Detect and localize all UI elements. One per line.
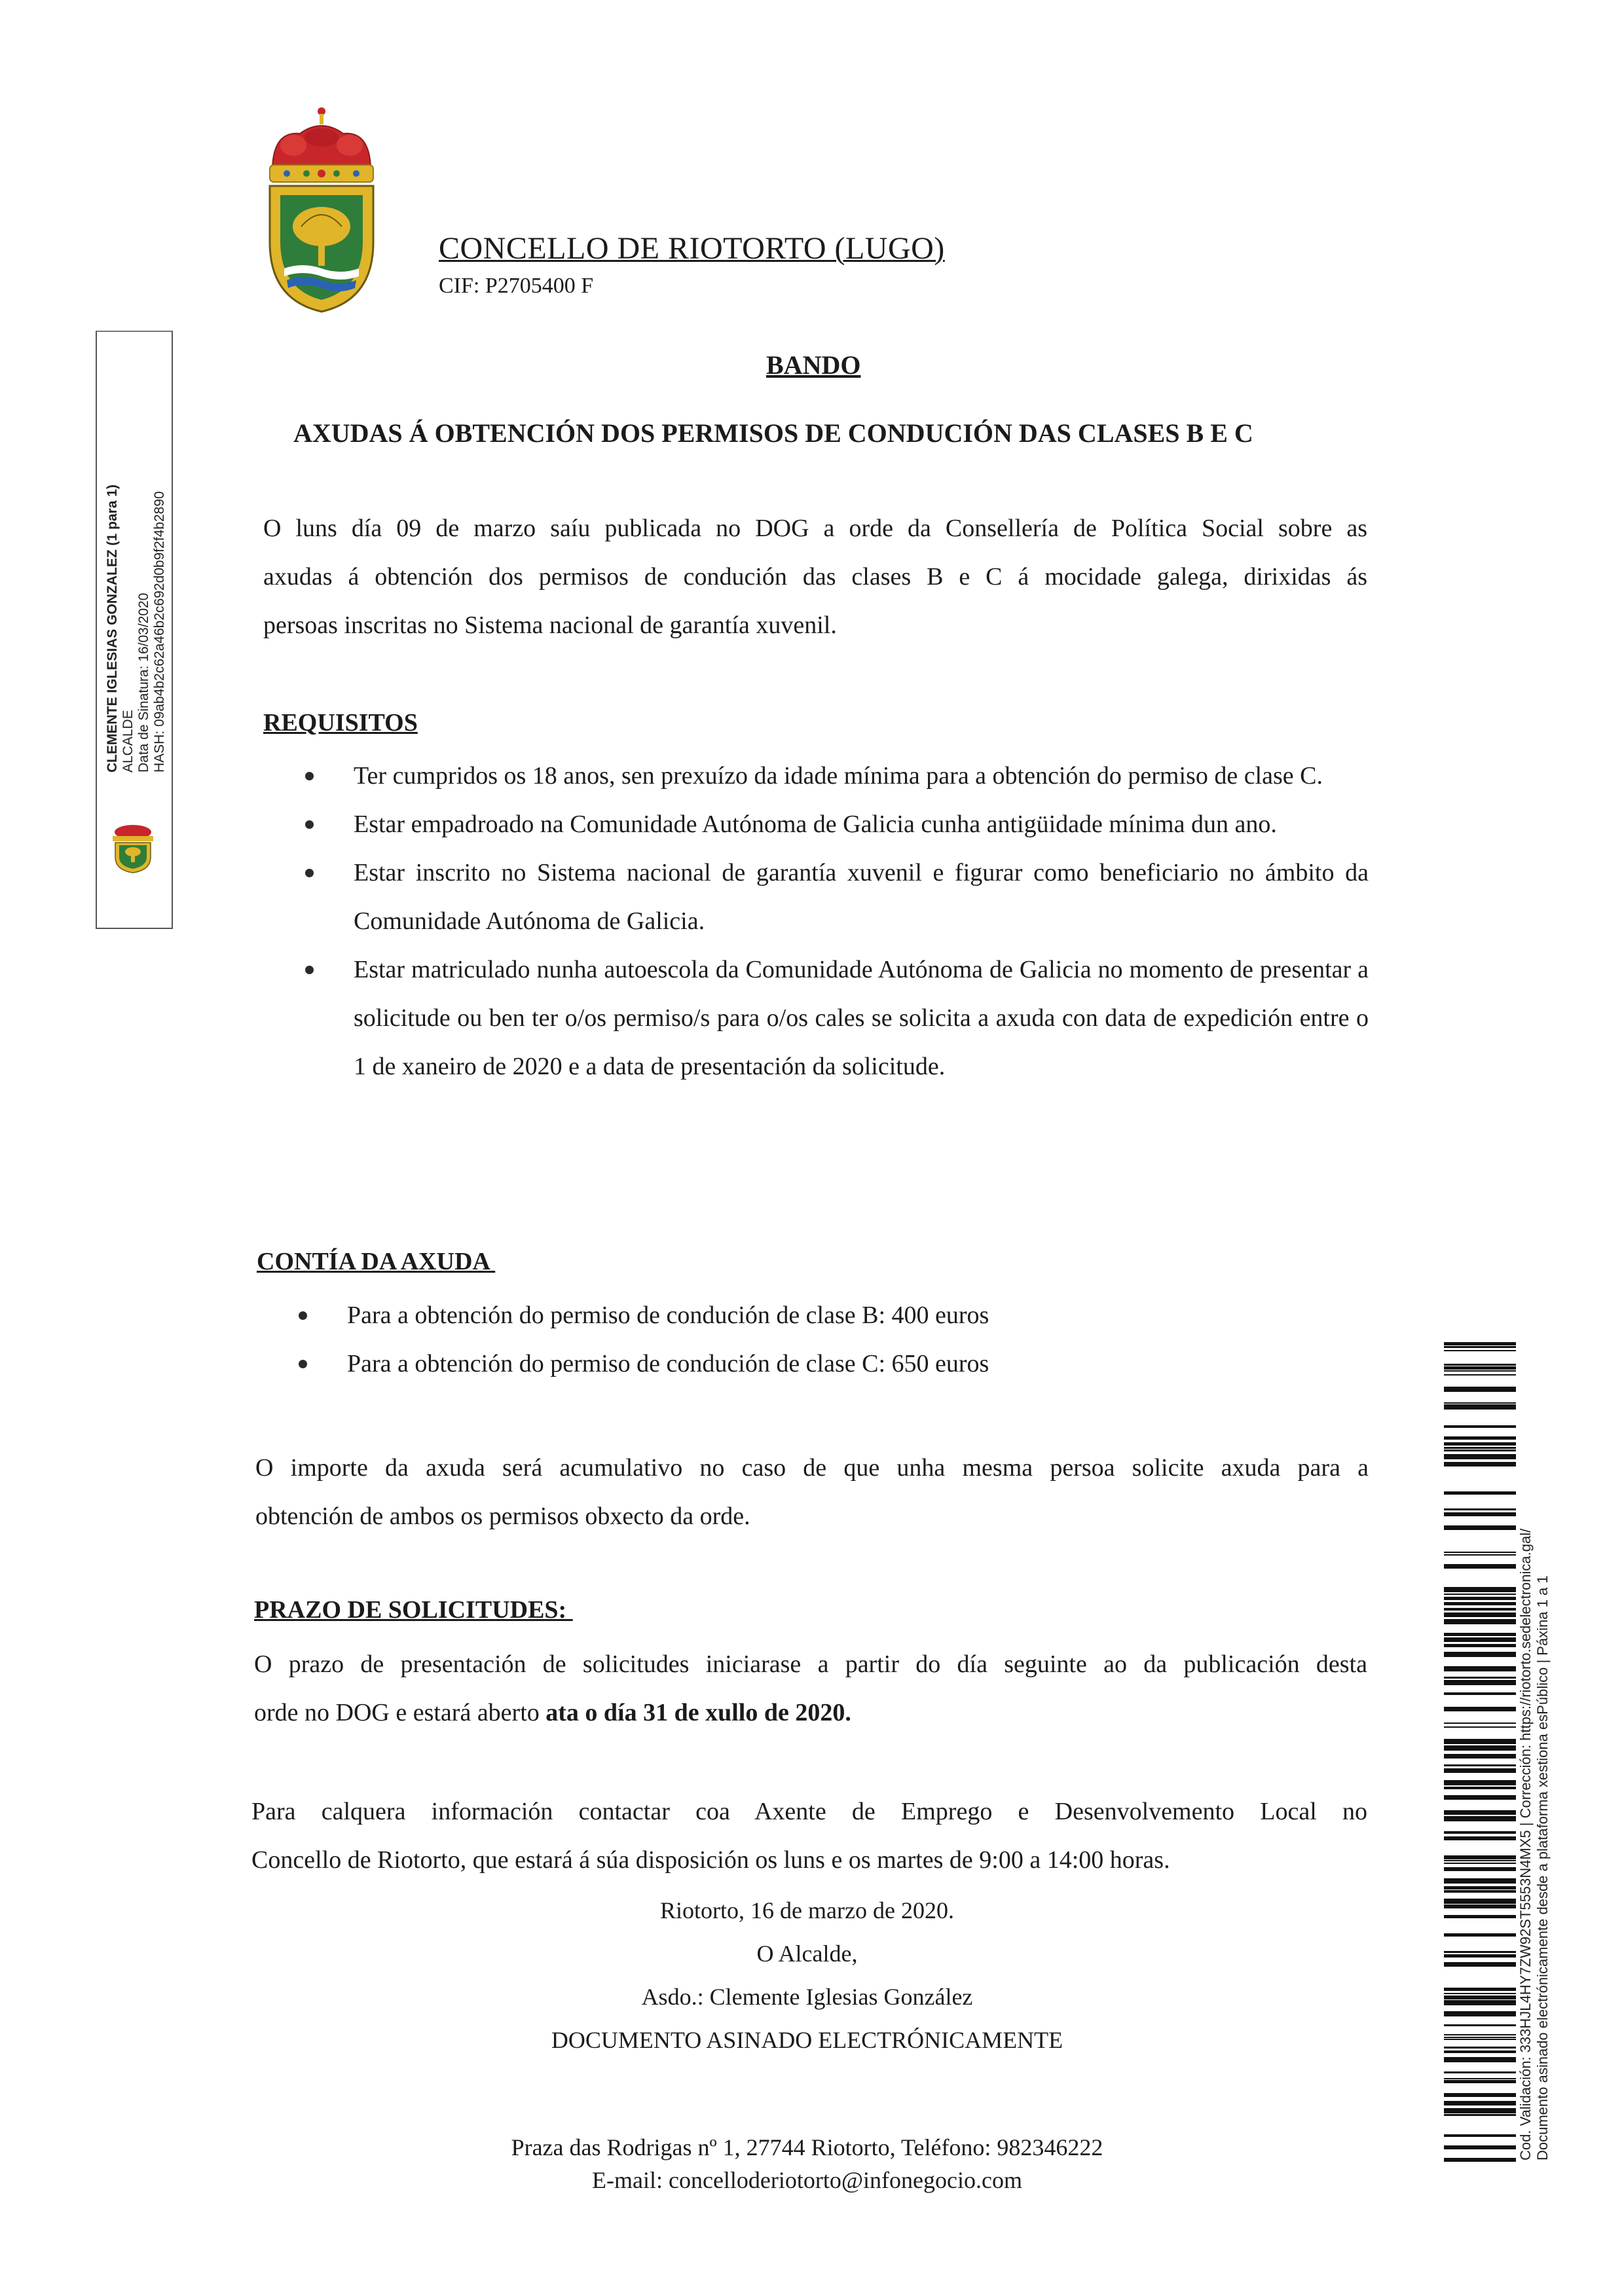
validation-barcode <box>1444 1342 1516 2162</box>
barcode-bar <box>1444 1915 1516 1918</box>
validation-platform: Documento asinado electrónicamente desde a plataforma xestiona esPúblico | Páxina 1 a 1 <box>1534 1575 1551 2160</box>
intro-line: O luns día 09 de marzo saíu publicada no DOG a orde da Consellería de Política Social sobre as <box>263 515 1367 542</box>
barcode-bar <box>1444 1462 1516 1467</box>
bullet-icon <box>305 869 314 877</box>
info-line: Para calquera información contactar coa Axente de Emprego e Desenvolvemento Local no <box>251 1798 1367 1825</box>
list-item: Estar inscrito no Sistema nacional de garantía xuvenil e figurar como beneficiario no ámbito da Comunidade Autónoma de Galicia. <box>263 848 1369 945</box>
contia-heading: CONTÍA DA AXUDA <box>257 1248 496 1275</box>
signer-role: O Alcalde, <box>756 1941 858 1967</box>
barcode-bar <box>1444 2145 1516 2149</box>
footer-email: E-mail: concelloderiotorto@infonegocio.com <box>592 2167 1022 2193</box>
barcode-bar <box>1444 1810 1516 1815</box>
barcode-bar <box>1444 1366 1516 1370</box>
mini-crest-icon <box>98 822 168 874</box>
barcode-bar <box>1444 2050 1516 2053</box>
barcode-bar <box>1444 1454 1516 1459</box>
barcode-bar <box>1444 1993 1516 1994</box>
barcode-bar <box>1444 1726 1516 1728</box>
barcode-bar <box>1444 1739 1516 1744</box>
barcode-bar <box>1444 1436 1516 1440</box>
barcode-bar <box>1444 2101 1516 2105</box>
barcode-bar <box>1444 1342 1516 1345</box>
intro-line: axudas á obtención dos permisos de condución das clases B e C á mocidade galega, dirixidas ás <box>263 563 1367 591</box>
barcode-bar <box>1444 1633 1516 1636</box>
barcode-bar <box>1444 1722 1516 1724</box>
barcode-bar <box>1444 2108 1516 2113</box>
barcode-bar <box>1444 1768 1516 1773</box>
barcode-bar <box>1444 1613 1516 1617</box>
contia-list <box>257 1291 1344 1388</box>
barcode-bar <box>1444 1831 1516 1834</box>
barcode-bar <box>1444 1995 1516 1999</box>
barcode-bar <box>1444 1677 1516 1679</box>
list-item: Estar empadroado na Comunidade Autónoma de Galicia cunha antigüidade mínima dun ano. <box>263 800 1369 848</box>
barcode-bar <box>1444 1402 1516 1404</box>
signer-name: Asdo.: Clemente Iglesias González <box>641 1984 973 2010</box>
barcode-bar <box>1444 2047 1516 2049</box>
prazo-heading: PRAZO DE SOLICITUDES: <box>254 1596 573 1624</box>
deadline-date: ata o día 31 de xullo de 2020. <box>545 1699 851 1726</box>
barcode-bar <box>1444 1962 1516 1967</box>
barcode-bar <box>1444 2114 1516 2116</box>
barcode-bar <box>1444 1951 1516 1953</box>
barcode-bar <box>1444 1707 1516 1711</box>
barcode-bar <box>1444 1350 1516 1351</box>
barcode-bar <box>1444 1587 1516 1592</box>
footer-address: Praza das Rodrigas nº 1, 27744 Riotorto, Teléfono: 982346222 <box>511 2134 1103 2160</box>
validation-code: Cod. Validación: 333HJL4HY7ZW92ST5553N4MX5 | Corrección: https://riotorto.sedelectronica.gal/ <box>1517 1528 1534 2160</box>
barcode-bar <box>1444 1764 1516 1766</box>
signature-stamp-text <box>105 484 168 773</box>
stamp-signer: CLEMENTE IGLESIAS GONZALEZ (1 para 1) <box>105 484 120 773</box>
bullet-icon <box>305 966 314 974</box>
barcode-bar <box>1444 1619 1516 1624</box>
barcode-bar <box>1444 2080 1516 2083</box>
barcode-bar <box>1444 2037 1516 2038</box>
barcode-bar <box>1444 2134 1516 2137</box>
prazo-line: O prazo de presentación de solicitudes iniciarase a partir do día seguinte ao da publicación desta <box>254 1650 1367 1678</box>
barcode-bar <box>1444 1890 1516 1893</box>
requisitos-heading: REQUISITOS <box>263 709 418 737</box>
municipal-crest-logo <box>261 105 382 314</box>
barcode-bar <box>1444 1449 1516 1451</box>
document-subject: AXUDAS Á OBTENCIÓN DOS PERMISOS DE CONDUCIÓN DAS CLASES B E C <box>293 418 1253 448</box>
prazo-paragraph <box>254 1640 1367 1737</box>
barcode-bar <box>1444 1860 1516 1861</box>
barcode-bar <box>1444 1899 1516 1904</box>
barcode-bar <box>1444 1863 1516 1864</box>
validation-text <box>1517 1529 1551 2160</box>
barcode-bar <box>1444 1644 1516 1647</box>
barcode-bar <box>1444 1370 1516 1372</box>
barcode-bar <box>1444 2039 1516 2040</box>
bullet-icon <box>299 1360 307 1368</box>
barcode-bar <box>1444 1666 1516 1671</box>
barcode-bar <box>1444 1988 1516 1991</box>
barcode-bar <box>1444 2024 1516 2026</box>
barcode-bar <box>1444 1855 1516 1859</box>
info-paragraph <box>251 1787 1367 1884</box>
barcode-bar <box>1444 1442 1516 1446</box>
barcode-bar <box>1444 1374 1516 1376</box>
info-line: Concello de Riotorto, que estará á súa disposición os luns e os martes de 9:00 a 14:00 horas. <box>251 1846 1170 1874</box>
barcode-bar <box>1444 1425 1516 1428</box>
document-heading: BANDO <box>766 350 861 380</box>
barcode-bar <box>1444 2011 1516 2016</box>
barcode-bar <box>1444 2078 1516 2079</box>
list-item: Para a obtención do permiso de condución de clase B: 400 euros <box>257 1291 1344 1339</box>
bullet-icon <box>305 772 314 780</box>
barcode-bar <box>1444 1512 1516 1516</box>
barcode-bar <box>1444 1364 1516 1366</box>
barcode-bar <box>1444 1594 1516 1595</box>
footer <box>393 2131 1221 2196</box>
intro-line: persoas inscritas no Sistema nacional de garantía xuvenil. <box>263 611 837 639</box>
barcode-bar <box>1444 1554 1516 1556</box>
barcode-bar <box>1444 1816 1516 1821</box>
barcode-bar <box>1444 1552 1516 1553</box>
barcode-bar <box>1444 1602 1516 1605</box>
barcode-bar <box>1444 1637 1516 1642</box>
barcode-bar <box>1444 1933 1516 1937</box>
barcode-bar <box>1444 1608 1516 1611</box>
barcode-bar <box>1444 1954 1516 1958</box>
bullet-icon <box>305 820 314 829</box>
barcode-bar <box>1444 1878 1516 1884</box>
barcode-bar <box>1444 1404 1516 1410</box>
barcode-bar <box>1444 1754 1516 1758</box>
barcode-bar <box>1444 2000 1516 2005</box>
importe-line: O importe da axuda será acumulativo no caso de que unha mesma persoa solicite axuda para a <box>255 1454 1369 1482</box>
cif-number: CIF: P2705400 F <box>439 274 594 298</box>
barcode-bar <box>1444 2034 1516 2035</box>
barcode-bar <box>1444 1564 1516 1569</box>
barcode-bar <box>1444 1680 1516 1685</box>
electronic-signature-notice: DOCUMENTO ASINADO ELECTRÓNICAMENTE <box>551 2027 1063 2053</box>
barcode-bar <box>1444 1508 1516 1510</box>
barcode-bar <box>1444 1447 1516 1449</box>
barcode-bar <box>1444 2158 1516 2162</box>
barcode-bar <box>1444 2093 1516 2097</box>
barcode-bar <box>1444 1904 1516 1908</box>
intro-paragraph <box>263 504 1367 649</box>
barcode-bar <box>1444 1597 1516 1600</box>
requisitos-list <box>263 752 1369 1091</box>
list-item: Estar matriculado nunha autoescola da Comunidade Autónoma de Galicia no momento de presentar a solicitude ou ben ter o/os permiso/s para o/os cales se solicita a axuda con data de expedición entre o 1 de xaneiro de 2020 e a data de presentación da solicitude. <box>263 945 1369 1091</box>
place-date: Riotorto, 16 de marzo de 2020. <box>660 1897 954 1923</box>
barcode-bar <box>1444 1652 1516 1657</box>
list-item: Ter cumpridos os 18 anos, sen prexuízo da idade mínima para a obtención do permiso de clase C. <box>263 752 1369 800</box>
prazo-line: orde no DOG e estará aberto <box>254 1699 546 1726</box>
stamp-hash: HASH: 09ab4b2c62a46b2c692d0b9f2f4b2890 <box>152 491 167 773</box>
importe-line: obtención de ambos os permisos obxecto da orde. <box>255 1503 750 1530</box>
stamp-role: ALCALDE <box>120 710 136 773</box>
barcode-bar <box>1444 1692 1516 1695</box>
barcode-bar <box>1444 1491 1516 1495</box>
barcode-bar <box>1444 1886 1516 1889</box>
barcode-bar <box>1444 1867 1516 1871</box>
barcode-bar <box>1444 1787 1516 1789</box>
barcode-bar <box>1444 2071 1516 2073</box>
barcode-bar <box>1444 1795 1516 1800</box>
municipality-title: CONCELLO DE RIOTORTO (LUGO) <box>439 231 945 266</box>
barcode-bar <box>1444 1387 1516 1392</box>
importe-paragraph <box>255 1444 1369 1540</box>
barcode-bar <box>1444 1780 1516 1785</box>
stamp-date: Data de Sinatura: 16/03/2020 <box>136 592 151 773</box>
barcode-bar <box>1444 1745 1516 1751</box>
list-item: Para a obtención do permiso de condución de clase C: 650 euros <box>257 1339 1344 1388</box>
crown-icon <box>270 107 373 182</box>
signature-block <box>393 1889 1221 2062</box>
barcode-bar <box>1444 2057 1516 2062</box>
barcode-bar <box>1444 1346 1516 1348</box>
barcode-bar <box>1444 1836 1516 1840</box>
barcode-bar <box>1444 1525 1516 1530</box>
bullet-icon <box>299 1311 307 1320</box>
